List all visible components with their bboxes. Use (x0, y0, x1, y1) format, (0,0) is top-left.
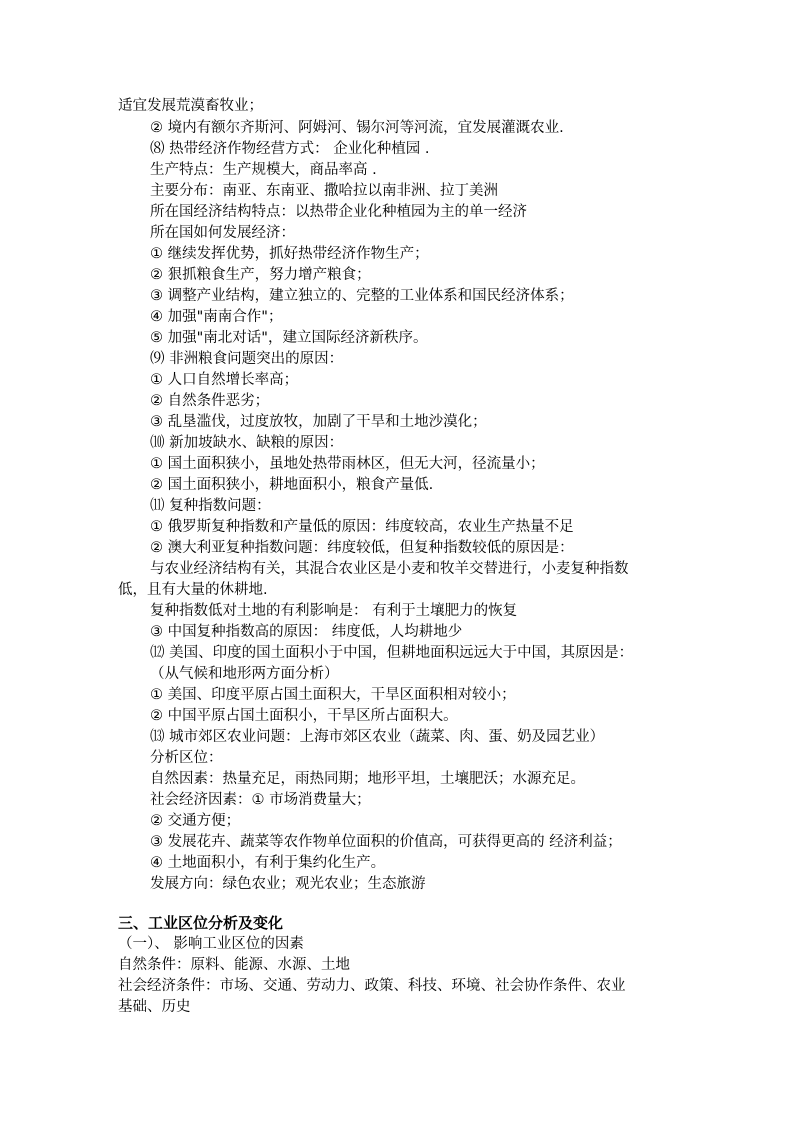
text-line: 与农业经济结构有关，其混合农业区是小麦和牧羊交替进行，小麦复种指数 (150, 561, 629, 577)
text-line: 主要分布：南亚、东南亚、撒哈拉以南非洲、拉丁美洲 (150, 183, 498, 199)
text-line: ② 境内有额尔齐斯河、阿姆河、锡尔河等河流，宜发展灌溉农业. (150, 120, 564, 136)
text-line: ② 中国平原占国土面积小，干旱区所占面积大。 (150, 708, 458, 724)
text-line: ⑼ 非洲粮食问题突出的原因： (150, 351, 344, 367)
text-line: ③ 中国复种指数高的原因： 纬度低，人均耕地少 (150, 624, 463, 640)
text-line: 自然因素：热量充足，雨热同期；地形平坦，土壤肥沃；水源充足。 (150, 771, 585, 787)
text-line: ⑾ 复种指数问题： (150, 498, 271, 514)
text-line: 基础、历史 (118, 999, 191, 1015)
text-line: ② 国土面积狭小，耕地面积小，粮食产量低. (150, 477, 434, 493)
text-line: ② 自然条件恶劣； (150, 393, 270, 409)
text-line: ① 俄罗斯复种指数和产量低的原因：纬度较高，农业生产热量不足 (150, 519, 574, 535)
text-line: 复种指数低对土地的有利影响是： 有利于土壤肥力的恢复 (150, 603, 518, 619)
text-line: ② 澳大利亚复种指数问题：纬度较低，但复种指数较低的原因是： (150, 540, 574, 556)
text-line: ③ 调整产业结构，建立独立的、完整的工业体系和国民经济体系； (150, 288, 574, 304)
text-line: ② 交通方便； (150, 813, 241, 829)
text-line: ⑻ 热带经济作物经营方式： 企业化种植园 . (150, 141, 430, 157)
text-line: ③ 发展花卉、蔬菜等农作物单位面积的价值高，可获得更高的 经济利益； (150, 834, 622, 850)
text-line: ⑽ 新加坡缺水、缺粮的原因： (150, 435, 344, 451)
subsection-heading: （一）、 影响工业区位的因素 (118, 936, 304, 952)
text-line: ⑤ 加强"南北对话"，建立国际经济新秩序。 (150, 330, 428, 346)
text-line: 低，且有大量的休耕地. (118, 582, 268, 598)
text-line: 适宜发展荒漠畜牧业； (118, 98, 263, 114)
text-line: 所在国经济结构特点：以热带企业化种植园为主的单一经济 (150, 204, 527, 220)
text-line: 社会经济因素：① 市场消费量大； (150, 792, 371, 808)
text-line: ③ 乱垦滥伐，过度放牧，加剧了干旱和土地沙漠化； (150, 414, 487, 430)
text-line: ⑿ 美国、印度的国土面积小于中国，但耕地面积远远大于中国，其原因是： (150, 645, 634, 661)
text-line: ① 继续发挥优势，抓好热带经济作物生产； (150, 246, 429, 262)
text-line: ① 人口自然增长率高； (150, 372, 299, 388)
text-line: ① 国土面积狭小，虽地处热带雨林区，但无大河，径流量小； (150, 456, 545, 472)
text-line: 自然条件：原料、能源、水源、土地 (118, 957, 350, 973)
text-line: ⒀ 城市郊区农业问题：上海市郊区农业（蔬菜、肉、蛋、奶及园艺业） (150, 729, 605, 745)
text-line: ④ 土地面积小，有利于集约化生产。 (150, 855, 386, 871)
text-line: ① 美国、印度平原占国土面积大，干旱区面积相对较小； (150, 687, 516, 703)
text-line: ④ 加强"南南合作"； (150, 309, 283, 325)
text-line: （从气候和地形两方面分析） (150, 666, 339, 682)
text-line: 分析区位： (150, 750, 223, 766)
text-line: 社会经济条件：市场、交通、劳动力、政策、科技、环境、社会协作条件、农业 (118, 978, 626, 994)
text-line: ② 狠抓粮食生产，努力增产粮食； (150, 267, 371, 283)
text-line: 生产特点：生产规模大，商品率高 . (150, 162, 377, 178)
section-heading: 三、工业区位分析及变化 (118, 914, 284, 932)
text-line: 所在国如何发展经济： (150, 225, 295, 241)
text-line: 发展方向：绿色农业；观光农业；生态旅游 (150, 876, 426, 892)
